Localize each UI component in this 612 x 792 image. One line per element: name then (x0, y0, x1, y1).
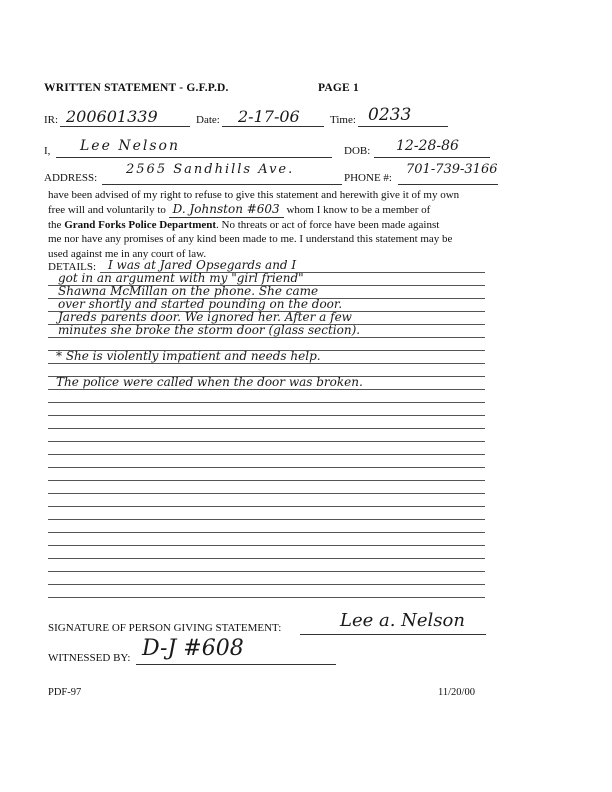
details-rule-line (48, 402, 485, 403)
details-label: DETAILS: (48, 261, 97, 273)
details-rule-line (48, 532, 485, 533)
form-revision: 11/20/00 (438, 687, 475, 698)
rights-line-2 (48, 202, 548, 217)
name-line (56, 157, 332, 158)
details-text-line: Jareds parents door. We ignored her. After a few (58, 310, 352, 324)
details-rule-line (48, 363, 485, 364)
signature-line (300, 634, 486, 635)
details-text-line: * She is violently impatient and needs help. (56, 349, 321, 363)
time-label: Time: (330, 114, 356, 126)
details-text-line: The police were called when the door was broken. (56, 375, 363, 389)
date-value: 2-17-06 (238, 107, 300, 126)
rights-line-5: used against me in any court of law. (48, 247, 207, 260)
rights-line-2-post: whom I know to be a member of (286, 204, 431, 217)
rights-line-4: me nor have any promises of any kind been made to me. I understand this statement may be (48, 233, 453, 246)
date-line (222, 126, 324, 127)
details-rule-line (48, 441, 485, 442)
rights-line-3 (48, 218, 548, 232)
time-line (358, 126, 448, 127)
details-rule-line (48, 571, 485, 572)
address-line (102, 184, 342, 185)
details-rule-line (48, 545, 485, 546)
signature-value: Lee a. Nelson (340, 610, 465, 631)
details-rule-line (48, 428, 485, 429)
details-rule-line (48, 480, 485, 481)
details-text-line: I was at Jared Opsegards and I (108, 258, 297, 272)
witness-value: D-J #608 (142, 636, 244, 661)
details-rule-line (48, 597, 485, 598)
details-rule-line (48, 584, 485, 585)
details-text-line: over shortly and started pounding on the door. (58, 297, 343, 311)
rights-line-3-post: . No threats or act of force have been made against (216, 218, 440, 231)
witness-label: WITNESSED BY: (48, 652, 131, 664)
address-value: 2565 Sandhills Ave. (126, 162, 295, 177)
details-text-line: minutes she broke the storm door (glass section). (58, 323, 361, 337)
details-rule-line (48, 558, 485, 559)
witness-line (136, 664, 336, 665)
details-rule-line (48, 415, 485, 416)
details-rule-line (48, 519, 485, 520)
officer-name: D. Johnston #603 (169, 202, 284, 217)
address-label: ADDRESS: (44, 172, 98, 184)
ir-line (60, 126, 190, 127)
department-name: Grand Forks Police Department (64, 218, 217, 231)
details-text-line: got in an argument with my "girl friend" (58, 271, 304, 285)
page-number: PAGE 1 (318, 82, 359, 94)
phone-label: PHONE #: (344, 172, 392, 184)
signature-label: SIGNATURE OF PERSON GIVING STATEMENT: (48, 622, 282, 634)
name-label: I, (44, 145, 51, 157)
details-rule-line (48, 506, 485, 507)
details-rule-line (48, 467, 485, 468)
date-label: Date: (196, 114, 220, 126)
dob-value: 12-28-86 (396, 138, 459, 154)
rights-paragraph (48, 188, 548, 261)
details-rule-line (48, 389, 485, 390)
time-value: 0233 (368, 105, 412, 125)
ir-value: 200601339 (66, 107, 158, 126)
phone-line (398, 184, 498, 185)
phone-value: 701-739-3166 (406, 162, 498, 177)
details-text-line: Shawna McMillan on the phone. She came (58, 284, 319, 298)
form-id: PDF-97 (48, 687, 82, 698)
rights-line-3-pre: the (48, 218, 62, 231)
details-rule-line (48, 337, 485, 338)
rights-line-2-pre: free will and voluntarily to (48, 204, 166, 217)
ir-label: IR: (44, 114, 59, 126)
rights-line-1: have been advised of my right to refuse to give this statement and herewith give it of my own (48, 189, 460, 201)
form-title: WRITTEN STATEMENT - G.F.P.D. (44, 82, 229, 94)
name-value: Lee Nelson (80, 138, 180, 154)
details-rule-line (48, 493, 485, 494)
details-rule-line (48, 454, 485, 455)
dob-label: DOB: (344, 145, 371, 157)
dob-line (374, 157, 490, 158)
